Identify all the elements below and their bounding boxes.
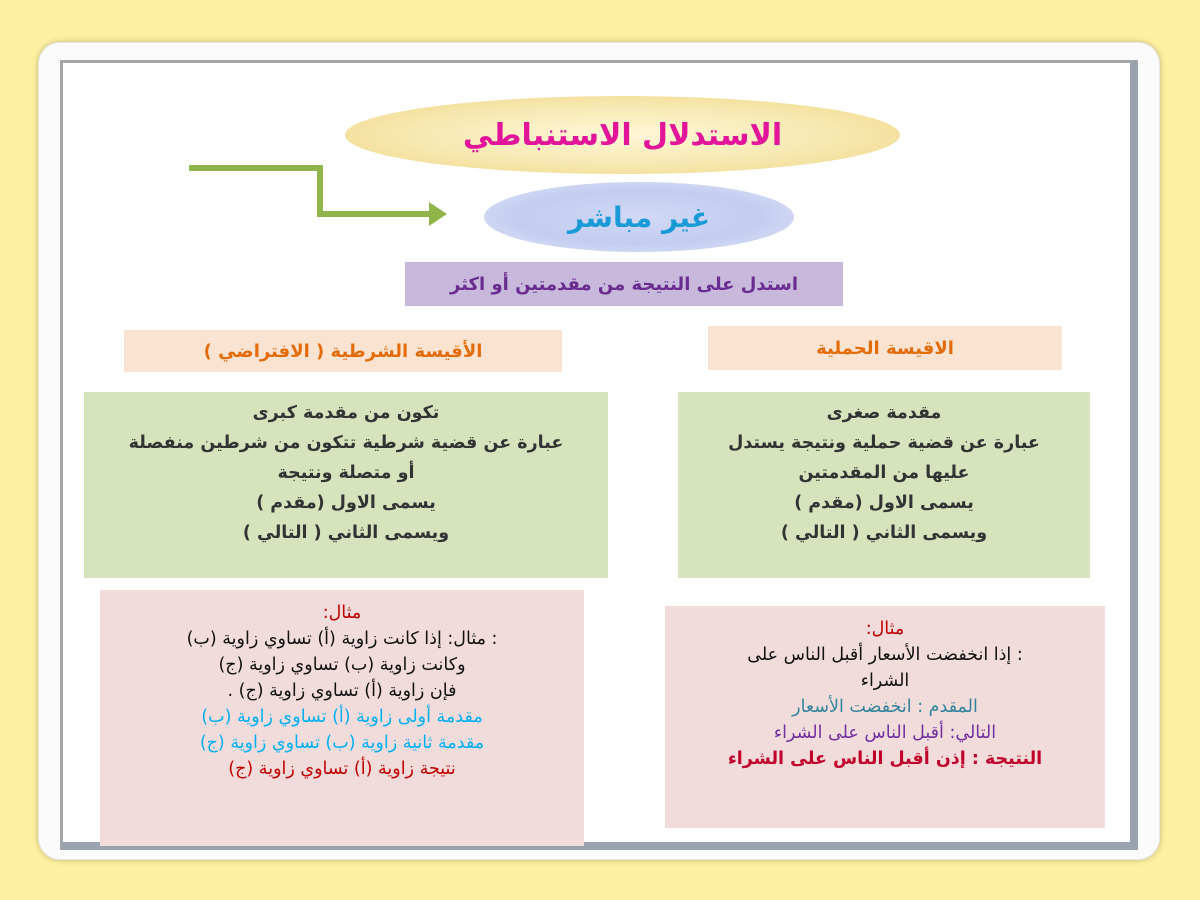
definition-text: استدل على النتيجة من مقدمتين أو اكثر <box>450 273 798 295</box>
categorical-example-line: الشراء <box>860 671 910 691</box>
definition-box <box>405 262 843 306</box>
categorical-example-line: : إذا انخفضت الأسعار أقبل الناس على <box>747 645 1023 665</box>
conditional-conclusion: نتيجة زاوية (أ) تساوي زاوية (ج) <box>228 759 456 779</box>
categorical-desc-line: عبارة عن قضية حملية ونتيجة يستدل <box>728 433 1040 453</box>
categorical-consequent: التالي: أقبل الناس على الشراء <box>773 723 997 743</box>
conditional-desc-line: ويسمى الثاني ( التالي ) <box>242 523 450 543</box>
categorical-conclusion: النتيجة : إذن أقبل الناس على الشراء <box>727 749 1043 769</box>
categorical-example-box <box>665 606 1105 828</box>
conditional-desc-line: يسمى الاول (مقدم ) <box>256 493 436 513</box>
conditional-example-box <box>100 590 584 846</box>
categorical-desc-line: مقدمة صغرى <box>826 403 942 423</box>
categorical-syllogism-header <box>708 326 1062 370</box>
conditional-desc-line: تكون من مقدمة كبرى <box>252 403 440 423</box>
conditional-example-label: مثال: <box>322 603 362 623</box>
conditional-first-premise: مقدمة أولى زاوية (أ) تساوي زاوية (ب) <box>201 707 483 727</box>
subtitle-bubble <box>484 182 794 252</box>
conditional-example-line: : مثال: إذا كانت زاوية (أ) تساوي زاوية (ب) <box>186 629 498 649</box>
conditional-second-premise: مقدمة ثانية زاوية (ب) تساوي زاوية (ج) <box>199 733 485 753</box>
connector-arrow <box>185 160 465 240</box>
title: الاستدلال الاستنباطي <box>462 117 783 153</box>
conditional-example-line: فإن زاوية (أ) تساوي زاوية (ج) . <box>227 681 457 701</box>
conditional-desc-line: أو متصلة ونتيجة <box>277 463 415 483</box>
categorical-header-text: الاقيسة الحملية <box>816 337 954 359</box>
categorical-desc-line: يسمى الاول (مقدم ) <box>794 493 974 513</box>
conditional-description-box <box>84 392 608 578</box>
categorical-example-label: مثال: <box>865 619 905 639</box>
categorical-desc-line: ويسمى الثاني ( التالي ) <box>780 523 988 543</box>
categorical-desc-line: عليها من المقدمتين <box>798 463 970 483</box>
subtitle: غير مباشر <box>568 200 710 234</box>
conditional-example-line: وكانت زاوية (ب) تساوي زاوية (ج) <box>218 655 466 675</box>
conditional-desc-line: عبارة عن قضية شرطية تتكون من شرطين منفصلة <box>128 433 564 453</box>
categorical-antecedent: المقدم : انخفضت الأسعار <box>792 697 978 717</box>
categorical-description-box <box>678 392 1090 578</box>
conditional-header-text: الأقيسة الشرطية ( الافتراضي ) <box>203 340 483 362</box>
conditional-syllogism-header <box>124 330 562 372</box>
